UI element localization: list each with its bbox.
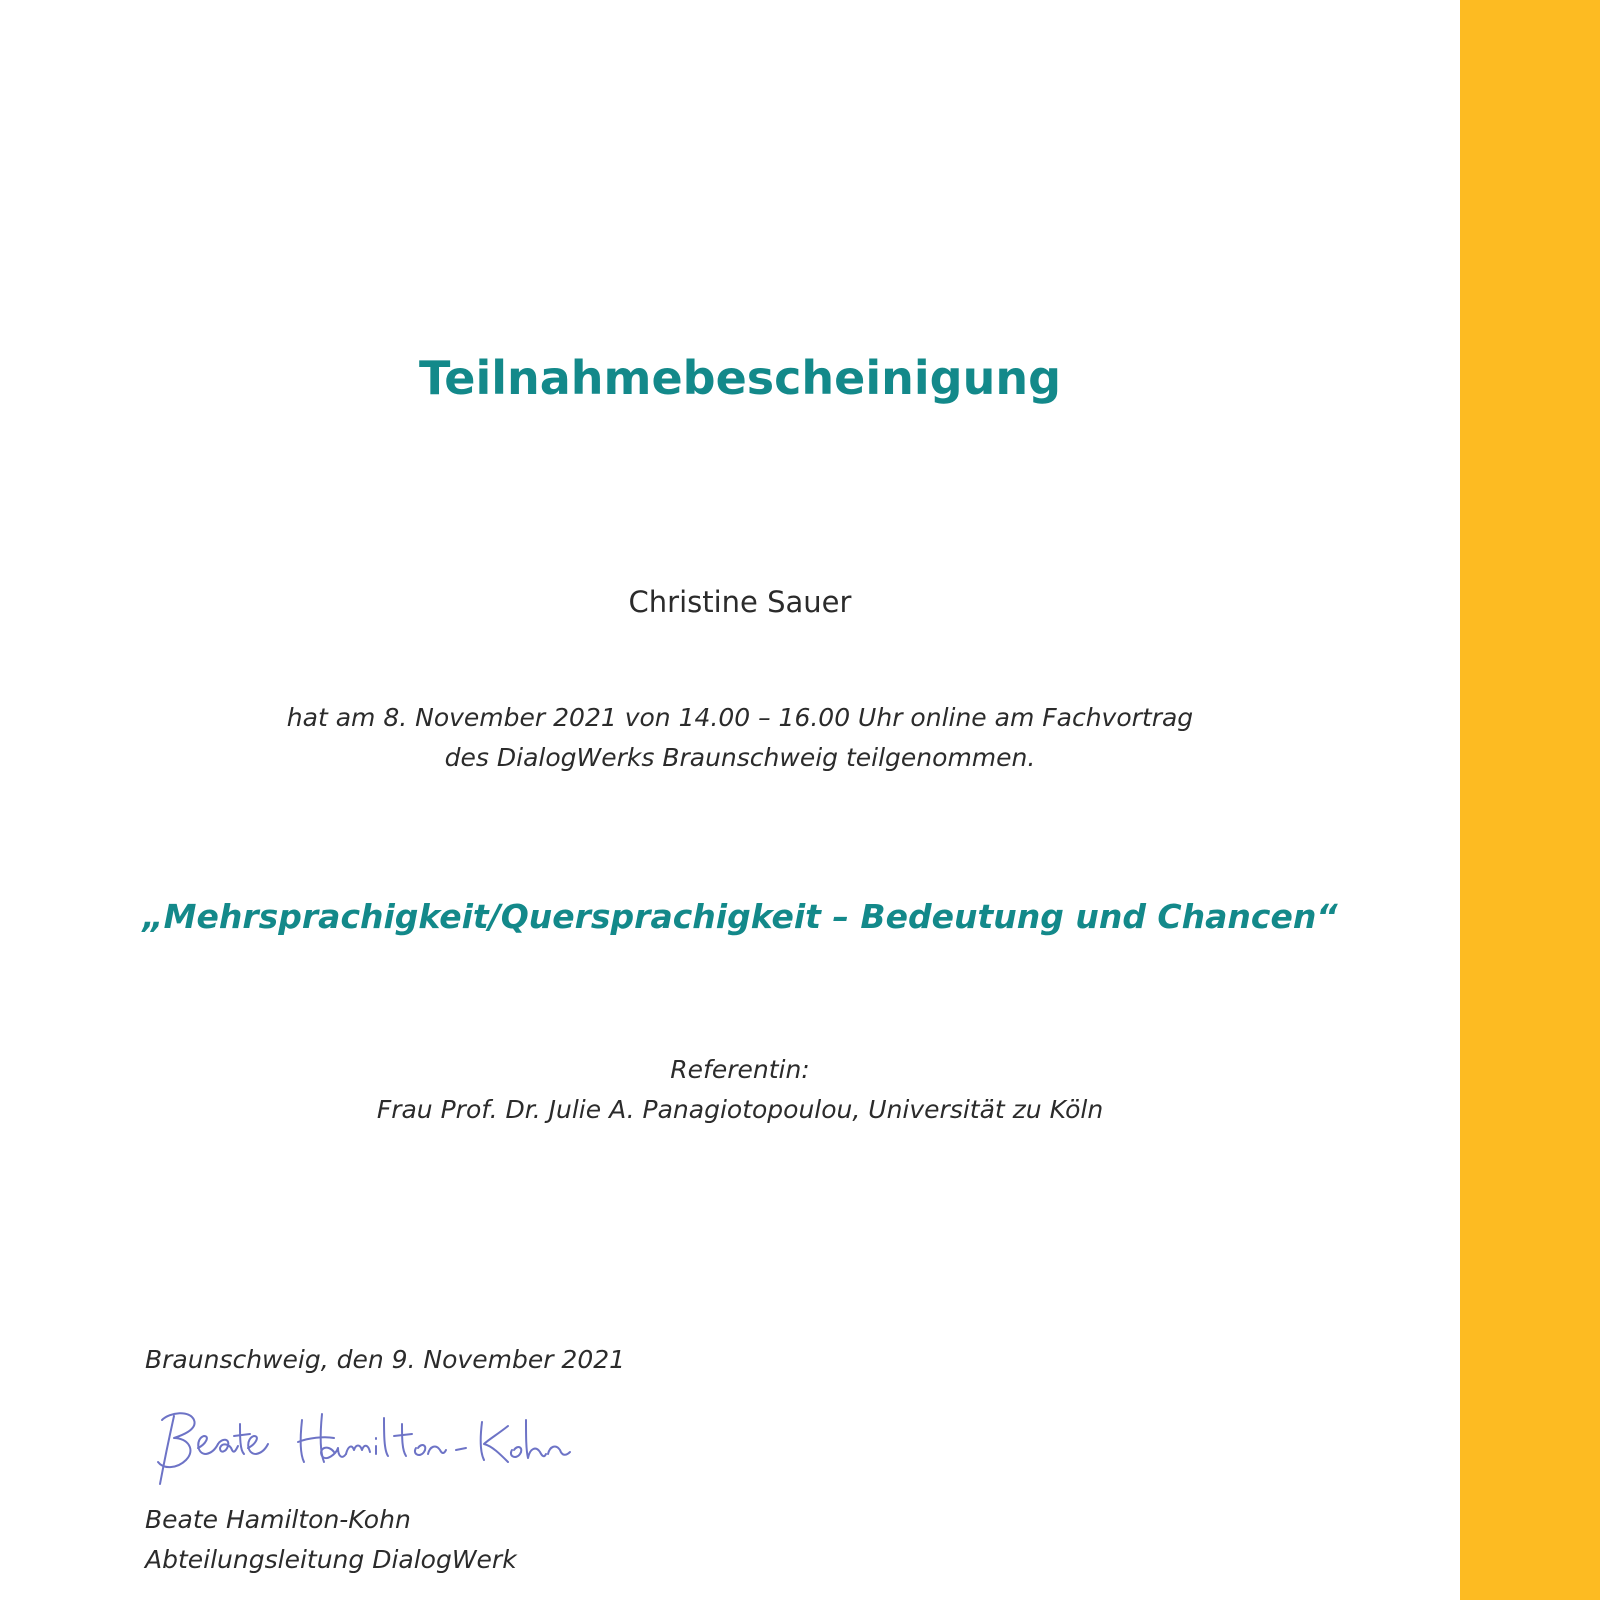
speaker-label: Referentin: xyxy=(670,1055,810,1084)
statement-line-1: hat am 8. November 2021 von 14.00 – 16.00 Uhr online am Fachvortrag xyxy=(286,703,1194,732)
speaker-name: Frau Prof. Dr. Julie A. Panagiotopoulou, Universität zu Köln xyxy=(376,1095,1104,1124)
decorative-side-band xyxy=(1460,0,1600,1600)
handwritten-signature xyxy=(140,1398,580,1498)
certificate-title: Teilnahmebescheinigung xyxy=(418,351,1062,405)
signer-block xyxy=(145,1500,517,1580)
talk-title: „Mehrsprachigkeit/Quersprachigkeit – Bedeutung und Chancen“ xyxy=(142,897,1338,936)
signature-strokes xyxy=(158,1413,570,1484)
signer-role: Abteilungsleitung DialogWerk xyxy=(145,1545,517,1574)
statement-line-2: des DialogWerks Braunschweig teilgenommen. xyxy=(444,743,1036,772)
signer-name: Beate Hamilton-Kohn xyxy=(145,1505,411,1534)
participation-statement xyxy=(0,698,1480,778)
place-date: Braunschweig, den 9. November 2021 xyxy=(145,1345,626,1374)
participant-name: Christine Sauer xyxy=(628,585,852,619)
speaker-block xyxy=(0,1050,1480,1130)
